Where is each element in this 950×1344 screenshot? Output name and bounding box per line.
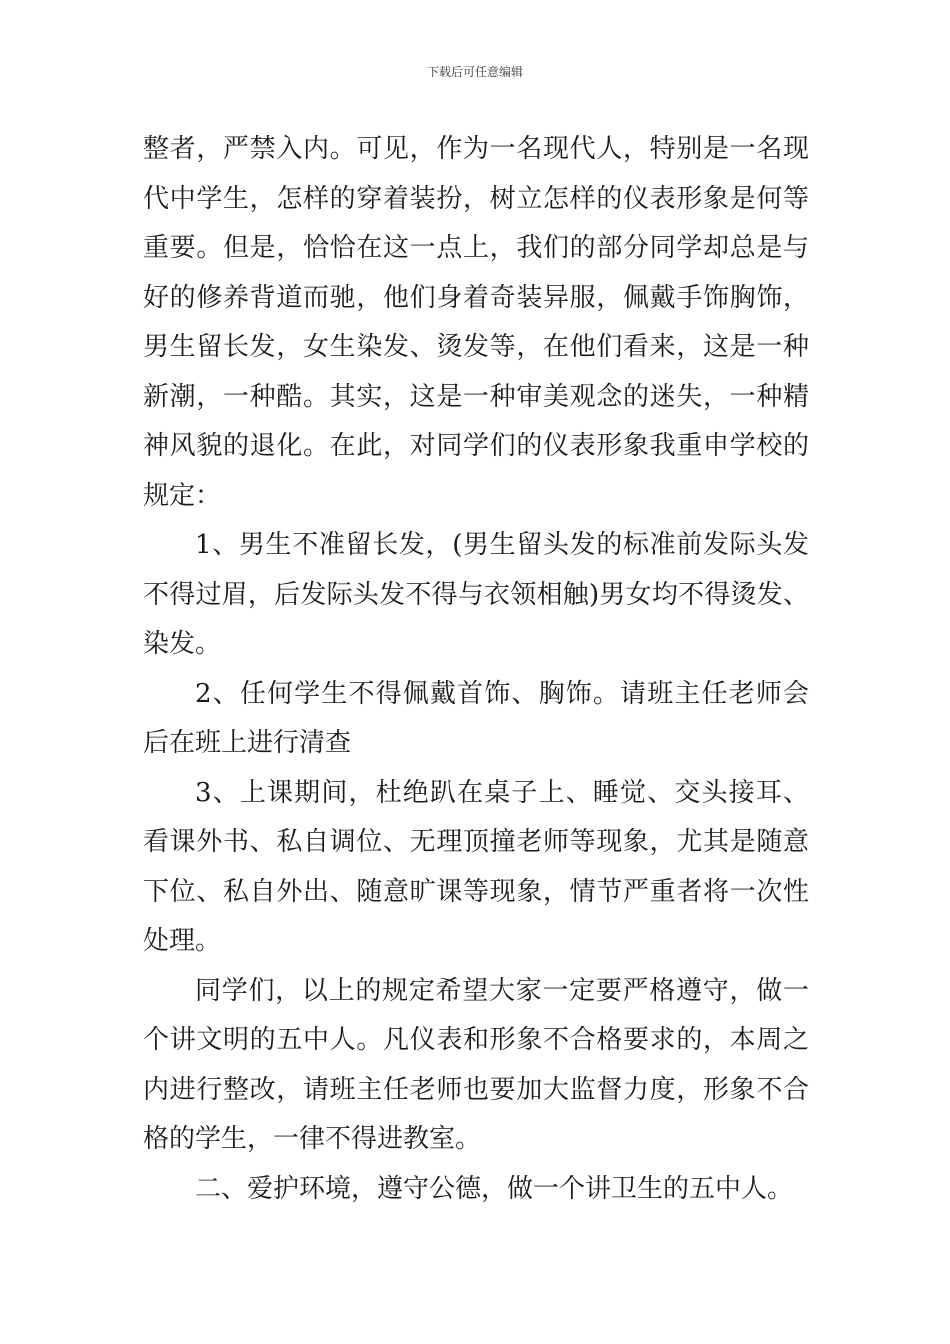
paragraph-rule-1: 1、男生不准留长发，(男生留头发的标准前发际头发不得过眉，后发际头发不得与衣领相触)男女均不得烫发、染发。 [143,530,809,659]
paragraph-section-two-heading: 二、爱护环境，遵守公德，做一个讲卫生的五中人。 [195,1173,794,1204]
paragraph-dress-code-intro: 整者，严禁入内。可见，作为一名现代人，特别是一名现代中学生，怎样的穿着装扮，树立怎样的仪表形象是何等重要。但是，恰恰在这一点上，我们的部分同学却总是与好的修养背道而驰，他们身着奇装异服，佩戴手饰胸饰，男生留长发，女生染发、烫发等，在他们看来，这是一种新潮，一种酷。其实，这是一种审美观念的迷失，一种精神风貌的退化。在此，对同学们的仪表形象我重申学校的规定： [143,134,809,511]
document-body [143,125,809,1214]
paragraph-appeal: 同学们，以上的规定希望大家一定要严格遵守，做一个讲文明的五中人。凡仪表和形象不合格要求的，本周之内进行整改，请班主任老师也要加大监督力度，形象不合格的学生，一律不得进教室。 [143,975,809,1154]
paragraph-rule-2: 2、任何学生不得佩戴首饰、胸饰。请班主任老师会后在班上进行清查 [143,678,809,758]
paragraph-rule-3: 3、上课期间，杜绝趴在桌子上、睡觉、交头接耳、看课外书、私自调位、无理顶撞老师等现象，尤其是随意下位、私自外出、随意旷课等现象，情节严重者将一次性处理。 [143,777,809,956]
page-header: 下载后可任意编辑 [426,65,523,79]
